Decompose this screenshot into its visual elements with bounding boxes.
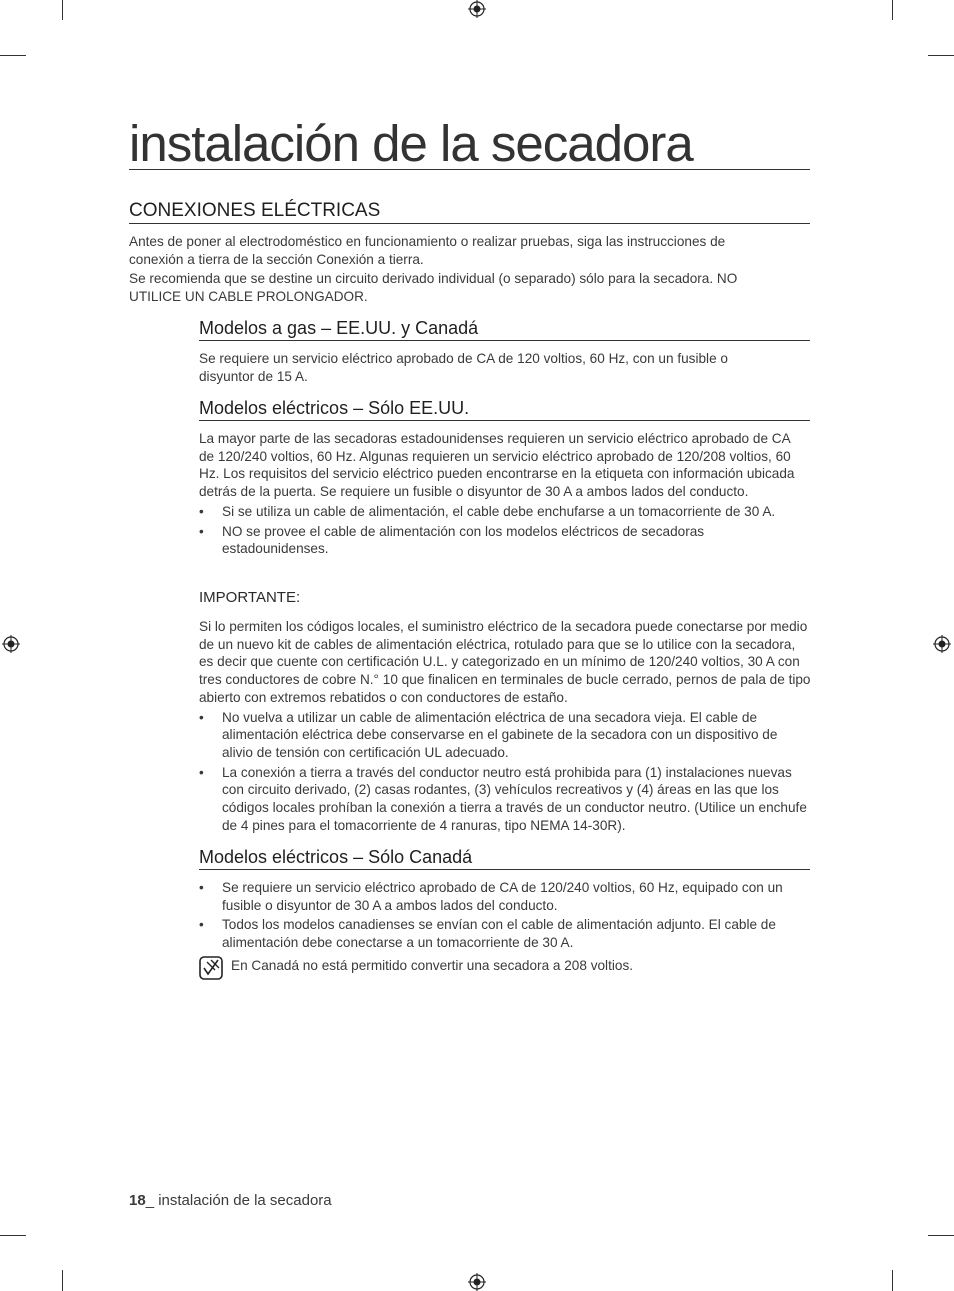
page-number: 18 — [129, 1192, 146, 1209]
list-item: • Si se utiliza un cable de alimentación, el cable debe enchufarse a un tomacorriente de 30 A. — [199, 503, 811, 521]
crop-mark — [0, 1235, 26, 1236]
crop-mark — [928, 55, 954, 56]
page-title: instalación de la secadora — [129, 118, 810, 170]
subsection-heading-gas: Modelos a gas – EE.UU. y Canadá — [199, 318, 810, 341]
important-heading: IMPORTANTE: — [199, 589, 301, 606]
registration-mark-icon — [933, 635, 951, 653]
crop-mark — [62, 1270, 63, 1291]
electric-us-list — [199, 503, 811, 558]
electric-us-paragraph: La mayor parte de las secadoras estadounidenses requieren un servicio eléctrico aprobado de CA de 120/240 voltios, 60 Hz. Algunas requieren un servicio eléctrico aprobado de 120/208 voltios, 60 Hz. Los requisitos del servicio eléctrico pueden encontrarse en la etiqueta con información ubicada detrás de la puerta. Se requiere un fusible o disyuntor de 30 A a ambos lados del conducto. — [199, 431, 795, 500]
intro-paragraph: Antes de poner al electrodoméstico en funcionamiento o realizar pruebas, siga las instrucciones de conexión a tierra de la sección Conexión a tierra. — [129, 234, 726, 267]
footer-text: _ instalación de la secadora — [145, 1192, 332, 1209]
subsection-heading-electric-ca: Modelos eléctricos – Sólo Canadá — [199, 847, 810, 870]
registration-mark-icon — [2, 635, 20, 653]
list-item: • NO se provee el cable de alimentación con los modelos eléctricos de secadoras estadounidenses. — [199, 523, 811, 558]
important-list — [199, 709, 811, 835]
crop-mark — [892, 1270, 893, 1291]
list-item: • Se requiere un servicio eléctrico aprobado de CA de 120/240 voltios, 60 Hz, equipado con un fusible o disyuntor de 30 A a ambos lados del conducto. — [199, 879, 811, 914]
subsection-heading-electric-us: Modelos eléctricos – Sólo EE.UU. — [199, 398, 810, 421]
registration-mark-icon — [468, 0, 486, 18]
crop-mark — [0, 55, 26, 56]
electric-ca-block — [199, 879, 811, 954]
list-item: • Todos los modelos canadienses se envían con el cable de alimentación adjunto. El cable de alimentación debe conectarse a un tomacorriente de 30 A. — [199, 916, 811, 951]
note-text: En Canadá no está permitido convertir una secadora a 208 voltios. — [231, 958, 634, 973]
electric-us-block — [199, 430, 811, 560]
crop-mark — [892, 0, 893, 20]
important-block — [199, 618, 811, 836]
page-footer — [129, 1192, 332, 1209]
section-heading: CONEXIONES ELÉCTRICAS — [129, 200, 810, 224]
important-paragraph: Si lo permiten los códigos locales, el suministro eléctrico de la secadora puede conectarse por medio de un nuevo kit de cables de alimentación eléctrica, rotulado para que se lo utilice con la secadora, es decir que cuente con certificación U.L. y categorizado en un mínimo de 120/240 voltios, 30 A con tres conductores de cobre N.° 10 que finalicen en terminales de bucle cerrado, pernos de pala de tipo abierto con extremos rebatidos o con conductores de estaño. — [199, 619, 811, 705]
registration-mark-icon — [468, 1273, 486, 1291]
note-pencil-icon — [199, 956, 223, 980]
list-item: • La conexión a tierra a través del conductor neutro está prohibida para (1) instalaciones nuevas con circuito derivado, (2) casas rodantes, (3) vehículos recreativos y (4) áreas en las que los códigos locales prohíban la conexión a tierra a través de un conductor neutro. (Utilice un enchufe de 4 pines para el tomacorriente de 4 ranuras, tipo NEMA 14-30R). — [199, 764, 811, 835]
gas-paragraph: Se requiere un servicio eléctrico aprobado de CA de 120 voltios, 60 Hz, con un fusible o disyuntor de 15 A. — [199, 351, 728, 384]
electric-ca-list — [199, 879, 811, 952]
list-item: • No vuelva a utilizar un cable de alimentación eléctrica de una secadora vieja. El cable de alimentación eléctrica debe conservarse en el gabinete de la secadora con un dispositivo de alivio de tensión con certificación UL adecuado. — [199, 709, 811, 762]
crop-mark — [62, 0, 63, 20]
crop-mark — [928, 1235, 954, 1236]
intro-paragraph: Se recomienda que se destine un circuito derivado individual (o separado) sólo para la secadora. NO UTILICE UN CABLE PROLONGADOR. — [129, 271, 738, 304]
